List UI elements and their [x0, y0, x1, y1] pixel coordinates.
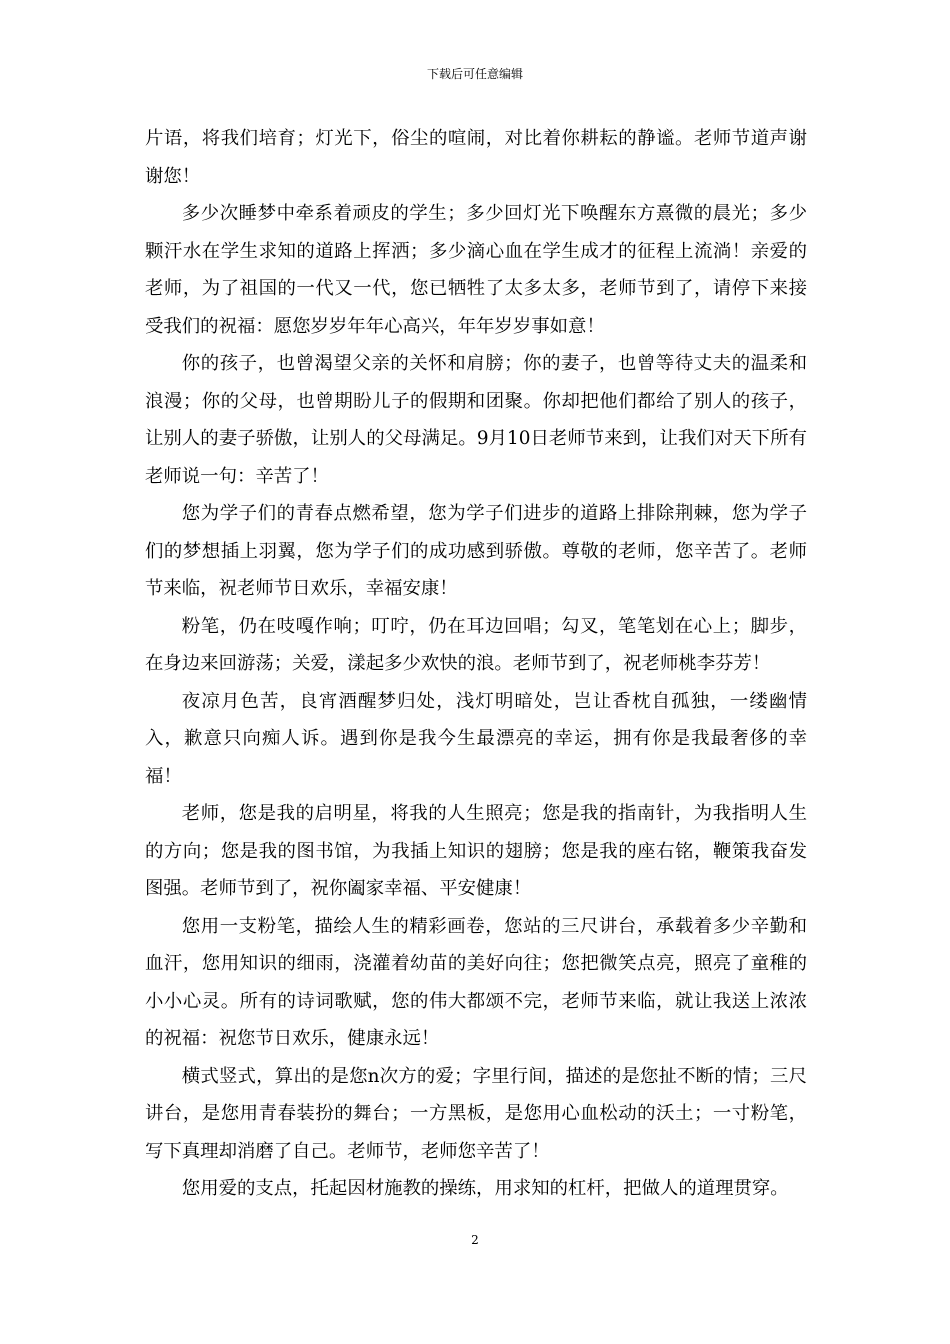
page-header: 下载后可任意编辑 — [426, 67, 523, 81]
paragraph: 横式竖式，算出的是您n次方的爱；字里行间，描述的是您扯不断的情；三尺讲台，是您用青春装扮的舞台；一方黑板，是您用心血松动的沃土；一寸粉笔，写下真理却消磨了自己。老师节，老师您辛苦了！ — [145, 1065, 807, 1162]
page-number: 2 — [471, 1233, 479, 1247]
paragraph: 您为学子们的青春点燃希望，您为学子们进步的道路上排除荆棘，您为学子们的梦想插上羽翼，您为学子们的成功感到骄傲。尊敬的老师，您辛苦了。老师节来临，祝老师节日欢乐，幸福安康！ — [145, 503, 807, 599]
paragraph: 粉笔，仍在吱嘎作响；叮咛，仍在耳边回唱；勾叉，笔笔划在心上；脚步，在身边来回游荡；关爱，漾起多少欢快的浪。老师节到了，祝老师桃李芬芳！ — [145, 615, 807, 674]
paragraph: 多少次睡梦中牵系着顽皮的学生；多少回灯光下唤醒东方熹微的晨光；多少颗汗水在学生求知的道路上挥洒；多少滴心血在学生成才的征程上流淌！亲爱的老师，为了祖国的一代又一代，您已牺牲了太多太多，老师节到了，请停下来接受我们的祝福：愿您岁岁年年心高兴，年年岁岁事如意！ — [145, 203, 807, 337]
document-body — [145, 120, 807, 1208]
paragraph: 您用一支粉笔，描绘人生的精彩画卷，您站的三尺讲台，承载着多少辛勤和血汗，您用知识的细雨，浇灌着幼苗的美好向往；您把微笑点亮，照亮了童稚的小小心灵。所有的诗词歌赋，您的伟大都颂不完，老师节来临，就让我送上浓浓的祝福：祝您节日欢乐，健康永远！ — [145, 915, 807, 1049]
paragraph: 你的孩子，也曾渴望父亲的关怀和肩膀；你的妻子，也曾等待丈夫的温柔和浪漫；你的父母，也曾期盼儿子的假期和团聚。你却把他们都给了别人的孩子，让别人的妻子骄傲，让别人的父母满足。9月10日老师节来到，让我们对天下所有老师说一句：辛苦了！ — [145, 353, 807, 487]
paragraph: 您用爱的支点，托起因材施教的操练，用求知的杠杆，把做人的道理贯穿。 — [181, 1178, 789, 1199]
paragraph: 老师，您是我的启明星，将我的人生照亮；您是我的指南针，为我指明人生的方向；您是我的图书馆，为我插上知识的翅膀；您是我的座右铭，鞭策我奋发图强。老师节到了，祝你阖家幸福、平安健康！ — [145, 803, 807, 899]
paragraph-continuation: 片语，将我们培育；灯光下，俗尘的喧闹，对比着你耕耘的静谧。老师节道声谢谢您！ — [145, 128, 807, 187]
paragraph: 夜凉月色苦，良宵酒醒梦归处，浅灯明暗处，岂让香枕自孤独，一缕幽情入，歉意只向痴人诉。遇到你是我今生最漂亮的幸运，拥有你是我最奢侈的幸福！ — [145, 690, 807, 787]
